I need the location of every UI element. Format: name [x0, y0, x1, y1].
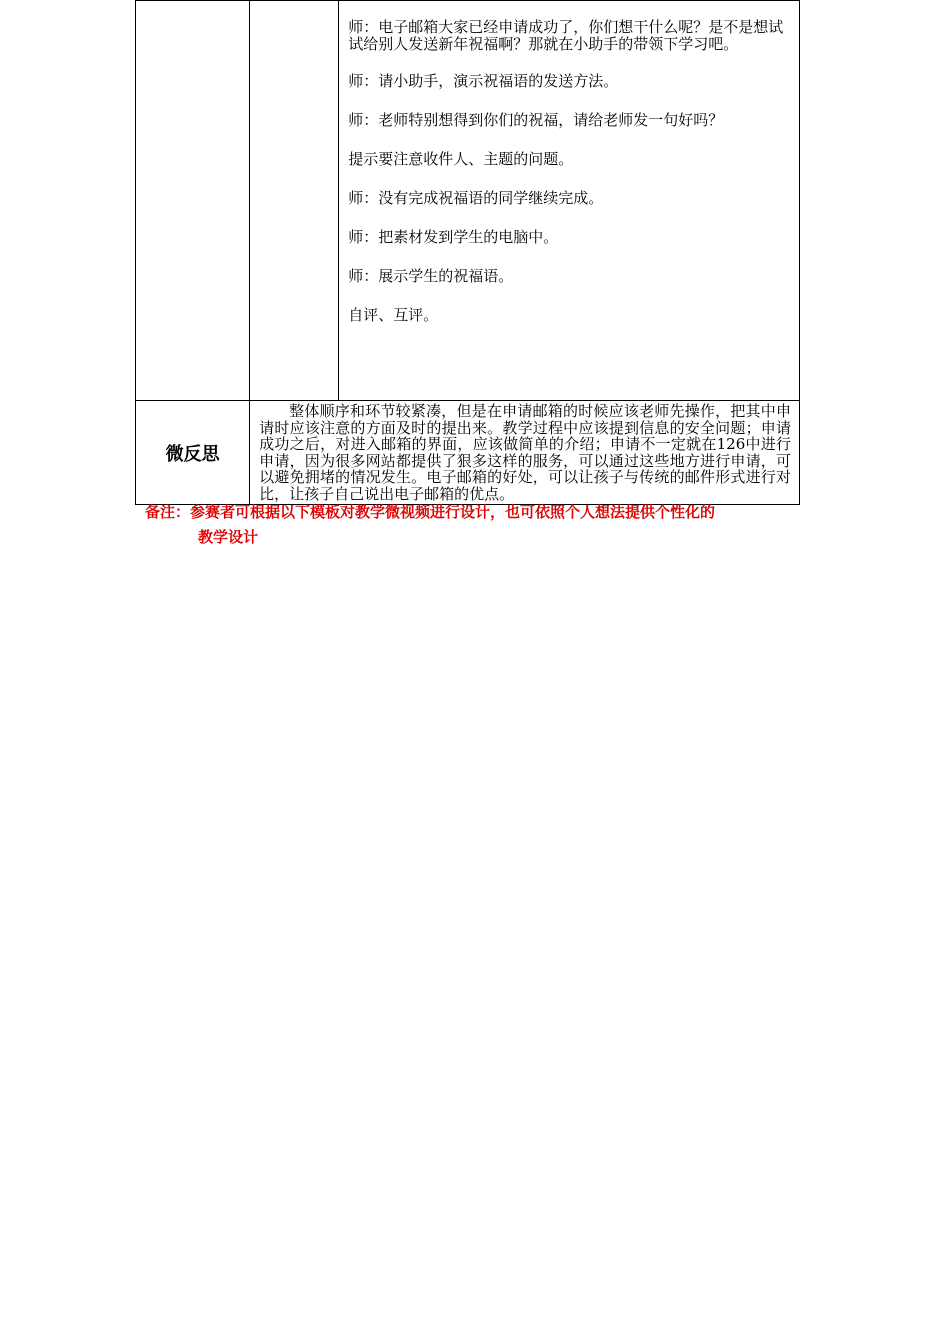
reflection-row	[136, 401, 800, 505]
remark-note-line1: 备注：参赛者可根据以下模板对教学微视频进行设计，也可依照个人想法提供个性化的	[145, 503, 716, 521]
teaching-activity-row	[136, 1, 800, 401]
activity-paragraph: 师：没有完成祝福语的同学继续完成。	[348, 189, 604, 207]
remark-note-line2: 教学设计	[198, 528, 259, 546]
remark-note	[145, 500, 810, 550]
stage-cell	[136, 1, 250, 401]
activity-paragraph: 自评、互评。	[348, 306, 439, 324]
activity-paragraph: 师：电子邮箱大家已经申请成功了，你们想干什么呢？是不是想试试给别人发送新年祝福啊？那就在小助手的带领下学习吧。	[348, 18, 784, 53]
activity-paragraph: 提示要注意收件人、主题的问题。	[348, 150, 574, 168]
activity-paragraph: 师：把素材发到学生的电脑中。	[348, 228, 559, 246]
lesson-plan-table	[135, 0, 800, 505]
teacher-activity-cell	[339, 1, 800, 401]
activity-paragraph: 师：展示学生的祝福语。	[348, 267, 514, 285]
activity-paragraph: 师：请小助手，演示祝福语的发送方法。	[348, 72, 619, 90]
activity-paragraph: 师：老师特别想得到你们的祝福，请给老师发一句好吗？	[348, 111, 724, 129]
reflection-label: 微反思	[136, 401, 250, 505]
reflection-text: 整体顺序和环节较紧凑，但是在申请邮箱的时候应该老师先操作，把其中申请时应该注意的方面及时的提出来。教学过程中应该提到信息的安全问题；申请成功之后，对进入邮箱的界面，应该做简单的介绍；申请不一定就在126中进行申请，因为很多网站都提供了狠多这样的服务，可以通过这些地方进行申请，可以避免拥堵的情况发生。电子邮箱的好处，可以让孩子与传统的邮件形式进行对比，让孩子自己说出电子邮箱的优点。	[250, 401, 800, 505]
sub-stage-cell	[250, 1, 339, 401]
